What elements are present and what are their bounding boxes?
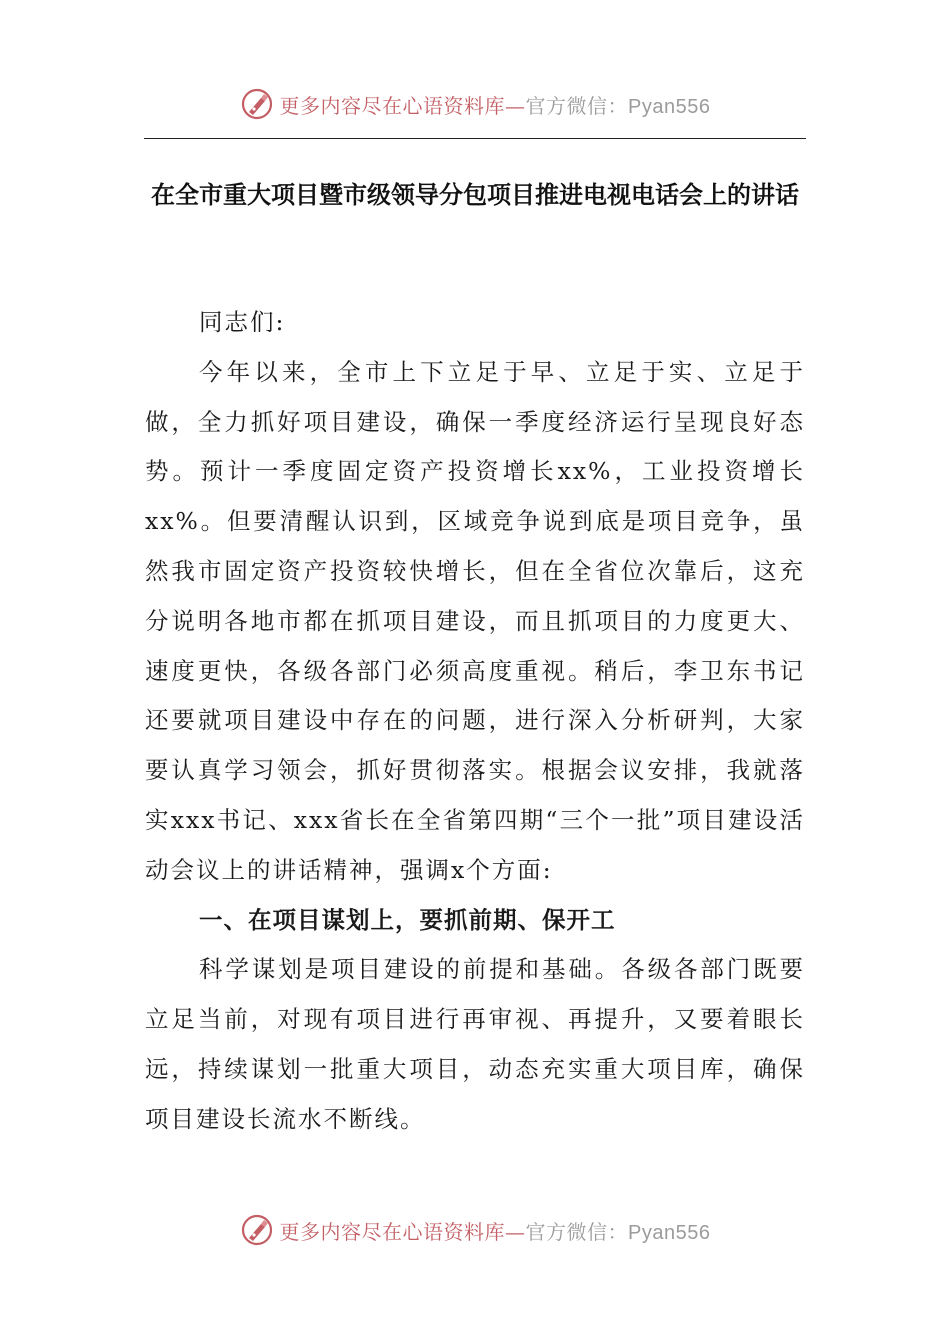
header-divider [144, 138, 806, 139]
watermark-wechat-id: Pyan556 [628, 1221, 711, 1244]
watermark-wechat-label: 官方微信： [525, 95, 629, 118]
document-body [145, 298, 805, 1145]
watermark-footer [0, 1210, 950, 1250]
document-title: 在全市重大项目暨市级领导分包项目推进电视电话会上的讲话 [151, 181, 799, 209]
watermark-text [280, 90, 711, 119]
watermark-wechat-id: Pyan556 [628, 95, 711, 118]
fountain-pen-logo-icon [240, 87, 274, 121]
watermark-brand: 更多内容尽在心语资料库 [279, 1219, 506, 1244]
paragraph-section-1: 科学谋划是项目建设的前提和基础。各级各部门既要立足当前，对现有项目进行再审视、再提升，又要着眼长远，持续谋划一批重大项目，动态充实重大项目库，确保项目建设长流水不断线。 [145, 955, 805, 1133]
section-heading-1: 一、在项目谋划上，要抓前期、保开工 [199, 905, 616, 934]
watermark-separator: — [505, 1219, 526, 1244]
watermark-brand: 更多内容尽在心语资料库 [279, 93, 506, 118]
fountain-pen-logo-icon [240, 1213, 274, 1247]
salutation: 同志们: [199, 308, 286, 336]
watermark-text [280, 1216, 711, 1245]
watermark-separator: — [505, 93, 526, 118]
watermark-header [0, 84, 950, 124]
watermark-wechat-label: 官方微信： [525, 1221, 629, 1244]
paragraph-intro: 今年以来，全市上下立足于早、立足于实、立足于做，全力抓好项目建设，确保一季度经济运行呈现良好态势。预计一季度固定资产投资增长xx%，工业投资增长xx%。但要清醒认识到，区域竞争说到底是项目竞争，虽然我市固定资产投资较快增长，但在全省位次靠后，这充分说明各地市都在抓项目建设，而且抓项目的力度更大、速度更快，各级各部门必须高度重视。稍后，李卫东书记还要就项目建设中存在的问题，进行深入分析研判，大家要认真学习领会，抓好贯彻落实。根据会议安排，我就落实xxx书记、xxx省长在全省第四期“三个一批”项目建设活动会议上的讲话精神，强调x个方面: [145, 357, 805, 884]
